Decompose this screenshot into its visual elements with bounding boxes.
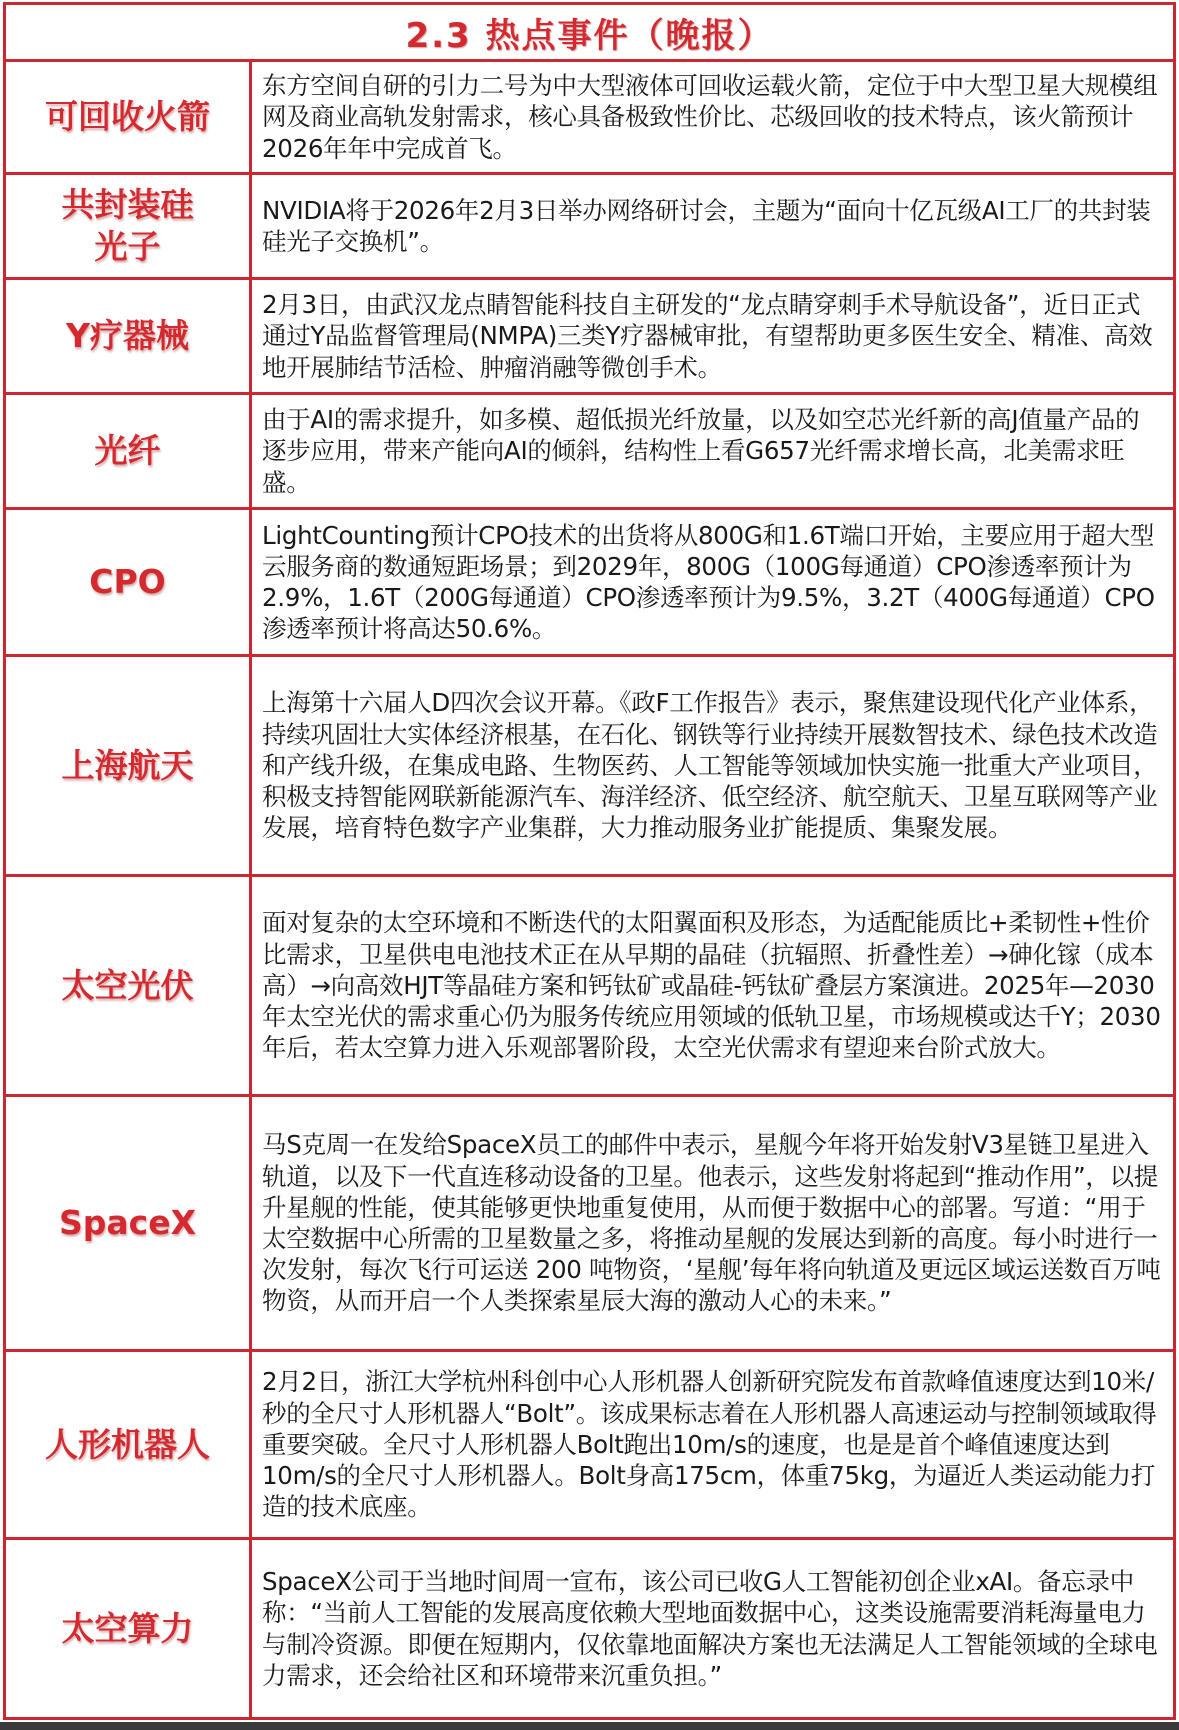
hot-events-table <box>3 2 1176 1720</box>
row-label: Y疗器械 <box>5 279 251 394</box>
row-content: SpaceX公司于当地时间周一宣布，该公司已收G人工智能初创企业xAI。备忘录中称：“当前人工智能的发展高度依赖大型地面数据中心，这类设施需要消耗海量电力与制冷资源。即便在短期内，仅依靠地面解决方案也无法满足人工智能领域的全球电力需求，还会给社区和环境带来沉重负担。” <box>251 1539 1175 1719</box>
row-content: LightCounting预计CPO技术的出货将从800G和1.6T端口开始，主要应用于超大型云服务商的数通短距场景；到2029年，800G（100G每通道）CPO渗透率预计为2.9%，1.6T（200G每通道）CPO渗透率预计为9.5%，3.2T（400G每通道）CPO渗透率预计将高达50.6%。 <box>251 509 1175 656</box>
row-label: 上海航天 <box>5 656 251 876</box>
table-row <box>5 509 1175 656</box>
page-title: 2.3 热点事件（晚报） <box>5 4 1175 61</box>
table-row <box>5 61 1175 174</box>
row-label: 太空算力 <box>5 1539 251 1719</box>
table-row <box>5 1351 1175 1539</box>
row-content: NVIDIA将于2026年2月3日举办网络研讨会，主题为“面向十亿瓦级AI工厂的共封装硅光子交换机”。 <box>251 174 1175 279</box>
row-label: CPO <box>5 509 251 656</box>
bottom-bar <box>0 1722 1179 1730</box>
title-row <box>5 4 1175 61</box>
row-content: 马S克周一在发给SpaceX员工的邮件中表示，星舰今年将开始发射V3星链卫星进入轨道，以及下一代直连移动设备的卫星。他表示，这些发射将起到“推动作用”，以提升星舰的性能，使其能够更快地重复使用，从而便于数据中心的部署。写道：“用于太空数据中心所需的卫星数量之多，将推动星舰的发展达到新的高度。每小时进行一次发射，每次飞行可运送 200 吨物资，‘星舰’每年将向轨道及更远区域运送数百万吨物资，从而开启一个人类探索星辰大海的激动人心的未来。” <box>251 1096 1175 1351</box>
table-row <box>5 174 1175 279</box>
table-row <box>5 1539 1175 1719</box>
table-row <box>5 876 1175 1096</box>
row-label: 人形机器人 <box>5 1351 251 1539</box>
table-row <box>5 279 1175 394</box>
row-content: 面对复杂的太空环境和不断迭代的太阳翼面积及形态，为适配能质比+柔韧性+性价比需求，卫星供电电池技术正在从早期的晶硅（抗辐照、折叠性差）→砷化镓（成本高）→向高效HJT等晶硅方案和钙钛矿或晶硅-钙钛矿叠层方案演进。2025年—2030年太空光伏的需求重心仍为服务传统应用领域的低轨卫星，市场规模或达千Y；2030年后，若太空算力进入乐观部署阶段，太空光伏需求有望迎来台阶式放大。 <box>251 876 1175 1096</box>
table-row <box>5 1096 1175 1351</box>
row-label: 光纤 <box>5 394 251 509</box>
row-content: 2月2日，浙江大学杭州科创中心人形机器人创新研究院发布首款峰值速度达到10米/秒的全尺寸人形机器人“Bolt”。该成果标志着在人形机器人高速运动与控制领域取得重要突破。全尺寸人形机器人Bolt跑出10m/s的速度，也是是首个峰值速度达到10m/s的全尺寸人形机器人。Bolt身高175cm，体重75kg，为逼近人类运动能力打造的技术底座。 <box>251 1351 1175 1539</box>
row-label: 太空光伏 <box>5 876 251 1096</box>
row-content: 2月3日，由武汉龙点睛智能科技自主研发的“龙点睛穿刺手术导航设备”，近日正式通过Y品监督管理局(NMPA)三类Y疗器械审批，有望帮助更多医生安全、精准、高效地开展肺结节活检、肿瘤消融等微创手术。 <box>251 279 1175 394</box>
row-content: 东方空间自研的引力二号为中大型液体可回收运载火箭，定位于中大型卫星大规模组网及商业高轨发射需求，核心具备极致性价比、芯级回收的技术特点，该火箭预计2026年年中完成首飞。 <box>251 61 1175 174</box>
table-row <box>5 656 1175 876</box>
row-content: 由于AI的需求提升，如多模、超低损光纤放量，以及如空芯光纤新的高J值量产品的逐步应用，带来产能向AI的倾斜，结构性上看G657光纤需求增长高，北美需求旺盛。 <box>251 394 1175 509</box>
row-content: 上海第十六届人D四次会议开幕。《政F工作报告》表示，聚焦建设现代化产业体系，持续巩固壮大实体经济根基，在石化、钢铁等行业持续开展数智技术、绿色技术改造和产线升级，在集成电路、生物医药、人工智能等领域加快实施一批重大产业项目，积极支持智能网联新能源汽车、海洋经济、低空经济、航空航天、卫星互联网等产业发展，培育特色数字产业集群，大力推动服务业扩能提质、集聚发展。 <box>251 656 1175 876</box>
row-label: 可回收火箭 <box>5 61 251 174</box>
row-label: SpaceX <box>5 1096 251 1351</box>
row-label: 共封装硅光子 <box>5 174 251 279</box>
table-row <box>5 394 1175 509</box>
